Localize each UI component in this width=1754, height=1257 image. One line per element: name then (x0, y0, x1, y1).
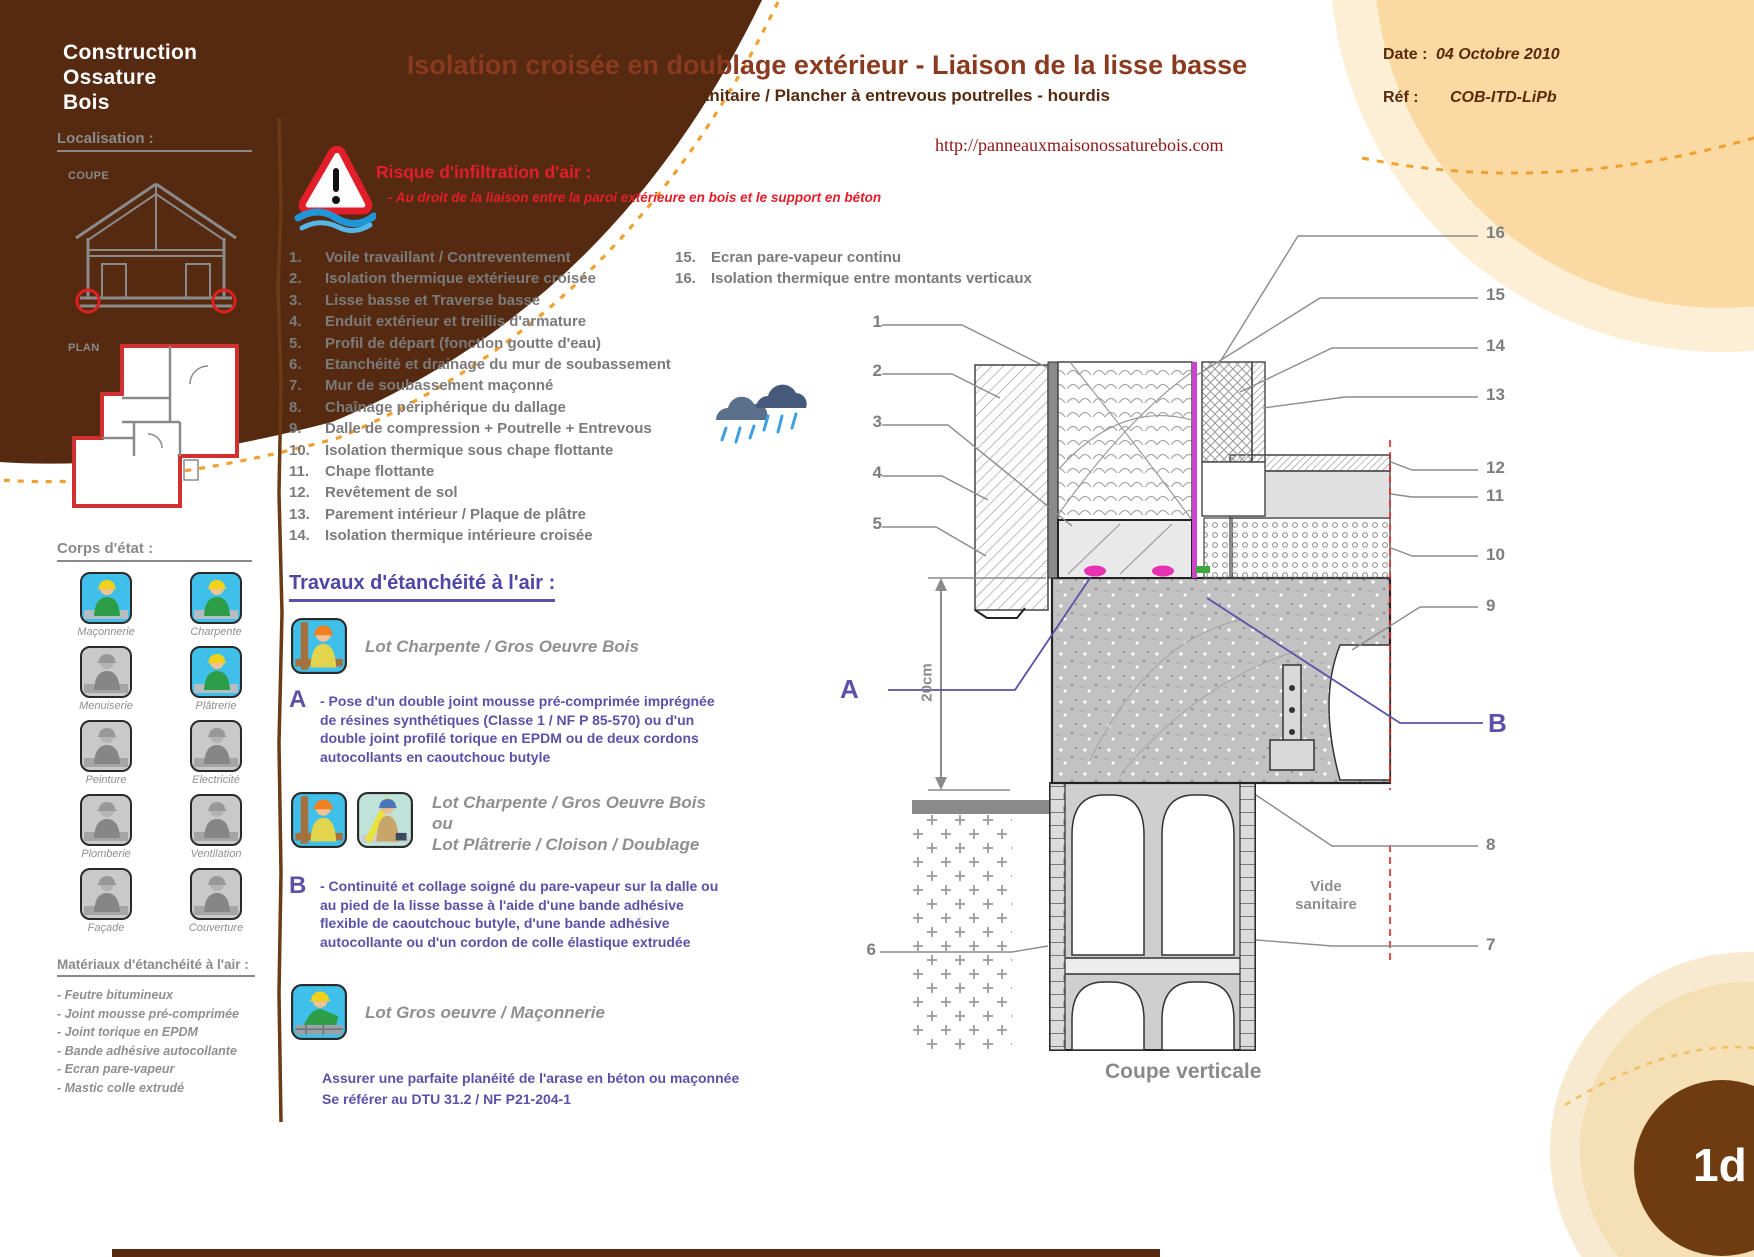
legend-item-text: Ecran pare-vapeur continu (711, 249, 902, 266)
a-paragraph: - Pose d'un double joint mousse pré-comprimée imprégnée de résines synthétiques (Classe 1 / NF P 85-570) ou d'un double joint profilé torique en EPDM ou de deux cordons autocollants en caoutchouc butyle (320, 693, 715, 765)
callout-9: 9 (1486, 596, 1496, 615)
plan-label: PLAN (68, 342, 100, 354)
warning-detail: - Au droit de la liaison entre la paroi extérieure en bois et le support en béton (388, 190, 882, 205)
coupe-label: COUPE (68, 170, 110, 182)
callout-12: 12 (1486, 458, 1505, 477)
legend-item-text: Mur de soubassement maçonné (325, 377, 554, 395)
legend-item-number: 11. (289, 463, 310, 481)
legend-item-text: Lisse basse et Traverse basse (325, 291, 541, 309)
note-line1: Assurer une parfaite planéité de l'arase en béton ou maçonnée (322, 1070, 740, 1086)
callout-10: 10 (1486, 545, 1505, 564)
callout-2: 2 (872, 361, 882, 380)
trade-label: Peinture (85, 774, 127, 786)
page-title: Isolation croisée en doublage extérieur - Liaison de la lisse basse (406, 50, 1248, 80)
legend-item-text: Isolation thermique sous chape flottante (325, 441, 614, 459)
legend-item-text: Etanchéité et drainage du mur de soubassement (325, 356, 671, 374)
marker-a: A (840, 674, 859, 704)
callout-11: 11 (1486, 486, 1504, 505)
legend-item-number: 5. (289, 334, 302, 352)
callout-7: 7 (1486, 935, 1496, 954)
date-value: 04 Octobre 2010 (1436, 46, 1560, 63)
material-item: - Mastic colle extrudé (57, 1080, 185, 1095)
legend-item-number: 16. (675, 270, 696, 288)
callout-4: 4 (872, 463, 882, 482)
callout-3: 3 (872, 412, 882, 431)
legend-item-number: 15. (675, 249, 696, 266)
trade-label: Couverture (188, 922, 244, 934)
ground-bar (912, 800, 1050, 814)
note-line2: Se référer au DTU 31.2 / NF P21-204-1 (322, 1091, 572, 1107)
marker-b: B (1488, 708, 1507, 738)
legend-item-text: Isolation thermique extérieure croisée (325, 270, 596, 288)
material-item: - Ecran pare-vapeur (57, 1062, 175, 1076)
plaque-platre (1252, 362, 1265, 462)
interior-insulation (1202, 362, 1252, 462)
callout-16: 16 (1486, 223, 1505, 242)
legend-item-number: 1. (289, 249, 302, 266)
legend-item-text: Isolation thermique intérieure croisée (325, 527, 593, 545)
legend-item-text: Voile travaillant / Contreventement (325, 249, 571, 266)
page-number: 1d (1693, 1139, 1747, 1191)
marker-a-label: A (289, 686, 307, 713)
concrete-slab (1052, 578, 1390, 783)
legend-item-number: 13. (289, 505, 310, 523)
ref-label: Réf : (1383, 89, 1419, 106)
lot2-line1: Lot Charpente / Gros Oeuvre Bois (432, 793, 706, 812)
green-seal (1196, 566, 1210, 573)
trade-label: Plâtrerie (195, 700, 237, 712)
trade-label: Maçonnerie (77, 626, 135, 638)
callout-1: 1 (872, 312, 882, 331)
trade-label: Plomberie (81, 848, 131, 860)
callout-15: 15 (1486, 285, 1505, 304)
marker-b-label: B (289, 872, 307, 899)
legend-item-number: 14. (289, 527, 310, 545)
joint-mousse-a1 (1084, 566, 1106, 577)
ref-value: COB-ITD-LiPb (1450, 89, 1557, 106)
rain-cloud-icon (716, 385, 807, 442)
lot2-line3: Lot Plâtrerie / Cloison / Doublage (432, 835, 700, 854)
callout-8: 8 (1486, 835, 1496, 854)
exterior-insulation-enduit (975, 365, 1048, 610)
legend-item-number: 4. (289, 313, 302, 331)
lot3-label: Lot Gros oeuvre / Maçonnerie (365, 1003, 605, 1022)
material-item: - Feutre bitumineux (57, 988, 173, 1002)
voile-travaillant (1048, 362, 1058, 578)
callout-6: 6 (866, 940, 876, 959)
insulation-montants (1058, 362, 1192, 520)
vide-sanitaire-label: Vide sanitaire (1295, 878, 1357, 913)
material-item: - Joint torique en EPDM (57, 1025, 198, 1039)
localisation-heading: Localisation : (57, 130, 252, 152)
brand-line2: Ossature (63, 66, 157, 89)
legend-item-text: Chaînage périphérique du dallage (325, 398, 566, 416)
lot1-label: Lot Charpente / Gros Oeuvre Bois (365, 637, 639, 656)
warning-title: Risque d'infiltration d'air : (376, 162, 592, 182)
page-subtitle: Plancher sur vide sanitaire / Plancher à entrevous poutrelles - hourdis (544, 86, 1110, 105)
travaux-heading: Travaux d'étanchéité à l'air : (289, 572, 555, 602)
brand-line1: Construction (63, 41, 198, 64)
corps-heading: Corps d'état : (57, 540, 252, 562)
joint-mousse-a2 (1152, 566, 1174, 577)
legend-item-number: 8. (289, 398, 302, 416)
legend-item-text: Parement intérieur / Plaque de plâtre (325, 505, 586, 523)
legend-item-text: Profil de départ (fonction goutte d'eau) (325, 334, 602, 352)
trade-label: Electricité (192, 774, 240, 786)
legend-item-number: 6. (289, 356, 302, 374)
materials-heading: Matériaux d'étanchéité à l'air : (57, 957, 255, 977)
legend-item-text: Revêtement de sol (325, 484, 458, 502)
drawing-caption: Coupe verticale (1105, 1060, 1262, 1083)
legend-item-text: Dalle de compression + Poutrelle + Entrevous (325, 420, 652, 438)
entrevous-section (1329, 645, 1390, 780)
brand-line3: Bois (63, 91, 110, 114)
rail-box (1202, 462, 1265, 516)
legend-item-number: 12. (289, 484, 310, 502)
callout-14: 14 (1486, 336, 1505, 355)
trade-label: Menuiserie (79, 700, 133, 712)
legend-item-text: Isolation thermique entre montants verticaux (711, 270, 1032, 288)
legend-item-text: Chape flottante (325, 463, 435, 481)
trade-label: Charpente (190, 626, 242, 638)
material-item: - Joint mousse pré-comprimée (57, 1006, 239, 1021)
legend-item-number: 9. (289, 420, 302, 438)
b-paragraph: - Continuité et collage soigné du pare-vapeur sur la dalle ou au pied de la lisse basse à l'aide d'une bande adhésive flexible de caoutchouc butyle, d'une bande adhésive autocollante ou d'un cordon de colle élastique extrudée (320, 878, 719, 950)
material-item: - Bande adhésive autocollante (57, 1043, 237, 1058)
callout-13: 13 (1486, 385, 1505, 404)
trade-label: Façade (87, 922, 125, 934)
hourdis-blocks (1050, 783, 1255, 1050)
legend-item-number: 10. (289, 441, 310, 459)
legend-item-text: Enduit extérieur et treillis d'armature (325, 313, 587, 331)
website-url[interactable]: http://panneauxmaisonossaturebois.com (935, 135, 1224, 155)
lot2-line2: ou (432, 814, 453, 833)
legend-item-number: 7. (289, 377, 302, 395)
soil-hatch (912, 814, 1012, 1050)
isolation-sous-chape (1230, 518, 1390, 578)
date-label: Date : (1383, 46, 1428, 63)
legend-item-number: 3. (289, 291, 302, 309)
trade-label: Ventilation (190, 848, 242, 860)
dimension-label: 20cm (918, 663, 936, 702)
callout-5: 5 (872, 514, 882, 533)
legend-item-number: 2. (289, 270, 302, 288)
pare-vapeur (1192, 362, 1197, 578)
